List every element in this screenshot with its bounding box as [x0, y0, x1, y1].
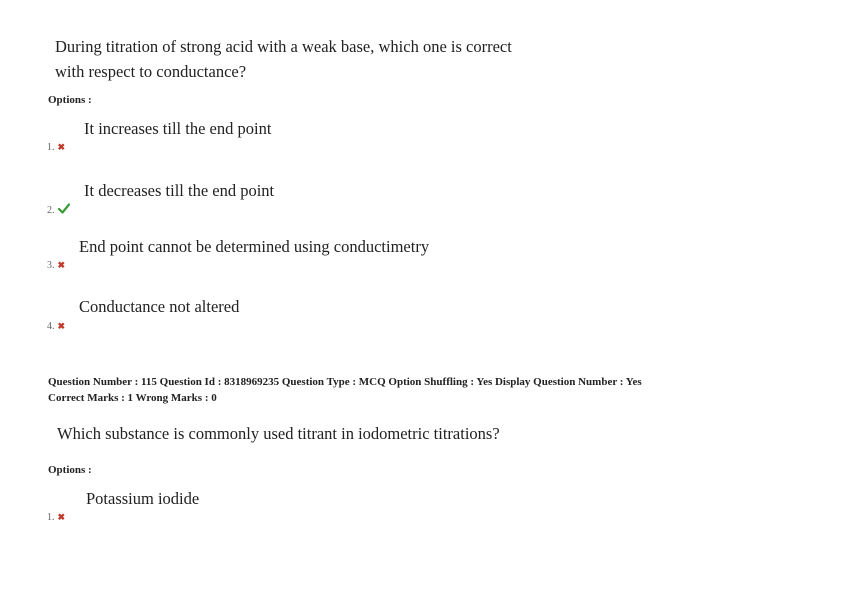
options-label-2: Options : — [48, 464, 92, 476]
option-4-text: Conductance not altered — [79, 297, 240, 316]
option-1-marker — [47, 142, 65, 153]
options-label: Options : — [48, 94, 92, 106]
option-number: 4. — [47, 321, 55, 332]
option-number: 2. — [47, 204, 55, 216]
q2-option-1-text: Potassium iodide — [86, 489, 200, 508]
cross-icon: ✖ — [57, 260, 66, 270]
option-3-marker — [47, 260, 65, 271]
cross-icon: ✖ — [57, 321, 66, 331]
option-2-text: It decreases till the end point — [84, 181, 275, 200]
option-3-text: End point cannot be determined using conductimetry — [79, 237, 430, 256]
option-number: 1. — [47, 512, 55, 523]
cross-icon: ✖ — [57, 512, 66, 522]
option-2-marker — [47, 203, 70, 217]
option-number: 3. — [47, 260, 55, 271]
check-icon — [58, 203, 70, 217]
question-2-text: Which substance is commonly used titrant in iodometric titrations? — [57, 424, 500, 443]
option-number: 1. — [47, 142, 55, 153]
option-4-marker — [47, 321, 65, 332]
question-meta-line-1: Question Number : 115 Question Id : 8318969235 Question Type : MCQ Option Shuffling : Yes Display Question Number : Yes — [48, 376, 642, 388]
q2-option-1-marker — [47, 512, 65, 523]
question-text-line-2: with respect to conductance? — [55, 62, 247, 81]
question-meta-line-2: Correct Marks : 1 Wrong Marks : 0 — [48, 392, 217, 404]
option-1-text: It increases till the end point — [84, 119, 272, 138]
cross-icon: ✖ — [57, 142, 66, 152]
question-text-line-1: During titration of strong acid with a weak base, which one is correct — [55, 37, 512, 56]
